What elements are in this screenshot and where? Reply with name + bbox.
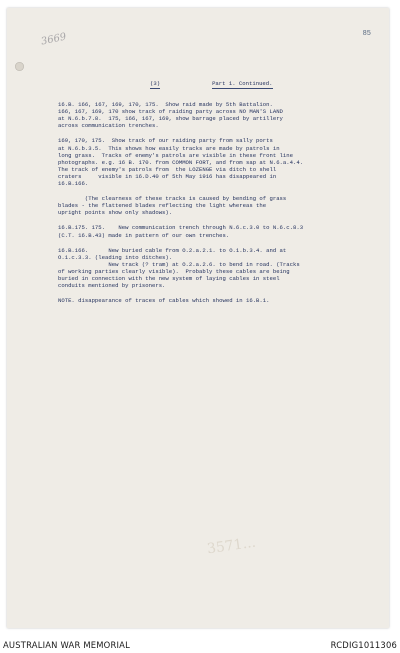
text-line: O.1.c.3.3. (leading into ditches). [58,253,173,261]
document-header [150,80,376,89]
paragraph [58,297,376,304]
text-line: (The clearness of these tracks is caused by bending of grass [58,195,287,203]
footer-item-id: RCDIG1011306 [330,639,397,650]
text-line: (C.T. 16.B.43) made in pattern of our own trenches. [58,231,230,239]
text-line: of working parties clearly visible). Probably these cables are being [58,267,290,275]
punch-hole [15,62,24,71]
text-line: 16.B. 166, 167, 169, 170, 175. Show raid made by 5th Battalion. [58,101,273,109]
text-line: 16.B.175. 175. New communication trench through N.6.c.3.0 to N.6.c.8.3 [58,224,304,232]
text-line: 16.B.166. New buried cable from O.2.a.2.1. to O.1.b.3.4. and at [58,246,287,254]
text-line: NOTE. disappearance of traces of cables which showed in 16.B.1. [58,297,270,305]
text-line: long grass. Tracks of enemy's patrols are visible in these front line [58,151,293,159]
paragraph [58,224,376,238]
text-line: The track of enemy's patrols from the LOZENGE via ditch to shell [58,165,277,173]
text-line: 169, 170, 175. Show track of our raiding party from sally ports [58,137,273,145]
text-line: buried in connection with the new system of laying cables in steel [58,274,280,282]
section-number: (3) [150,80,160,89]
section-title: Part 1. Continued. [212,80,272,89]
text-line: New track (? tram) at O.2.a.2.6. to bend in road. (Tracks [58,260,300,268]
text-line: upright points show only shadows). [58,209,173,217]
text-line: at N.6.b.7.8. 175, 166, 167, 169, show barrage placed by artillery [58,115,283,123]
text-line: blades - the flattened blades reflecting the light whereas the [58,202,267,210]
text-line: craters visible in 16.D.40 of 5th May 1916 has disappeared in [58,172,277,180]
page-number: 85 [362,30,371,38]
paragraph [58,101,376,129]
paragraph [58,137,376,187]
text-line: photographs. e.g. 16 B. 170. from COMMON FORT, and from sap at N.6.a.4.4. [58,158,304,166]
paragraph [58,247,376,290]
text-line: 166, 167, 169, 170 show track of raiding party across NO MAN'S LAND [58,108,283,116]
document-body [58,80,376,312]
footer-bar [0,636,400,653]
paragraphs [58,101,376,304]
pencil-annotation: 3669 [40,31,68,48]
faint-bleedthrough-mark: 3571... [206,534,257,558]
paragraph [58,195,376,216]
text-line: at N.6.b.3.5. This shows how easily tracks are made by patrols in [58,144,280,152]
text-line: 16.B.166. [58,180,89,188]
text-line: conduits mentioned by prisoners. [58,282,166,290]
text-line: across communication trenches. [58,122,159,130]
footer-institution: AUSTRALIAN WAR MEMORIAL [3,639,130,650]
